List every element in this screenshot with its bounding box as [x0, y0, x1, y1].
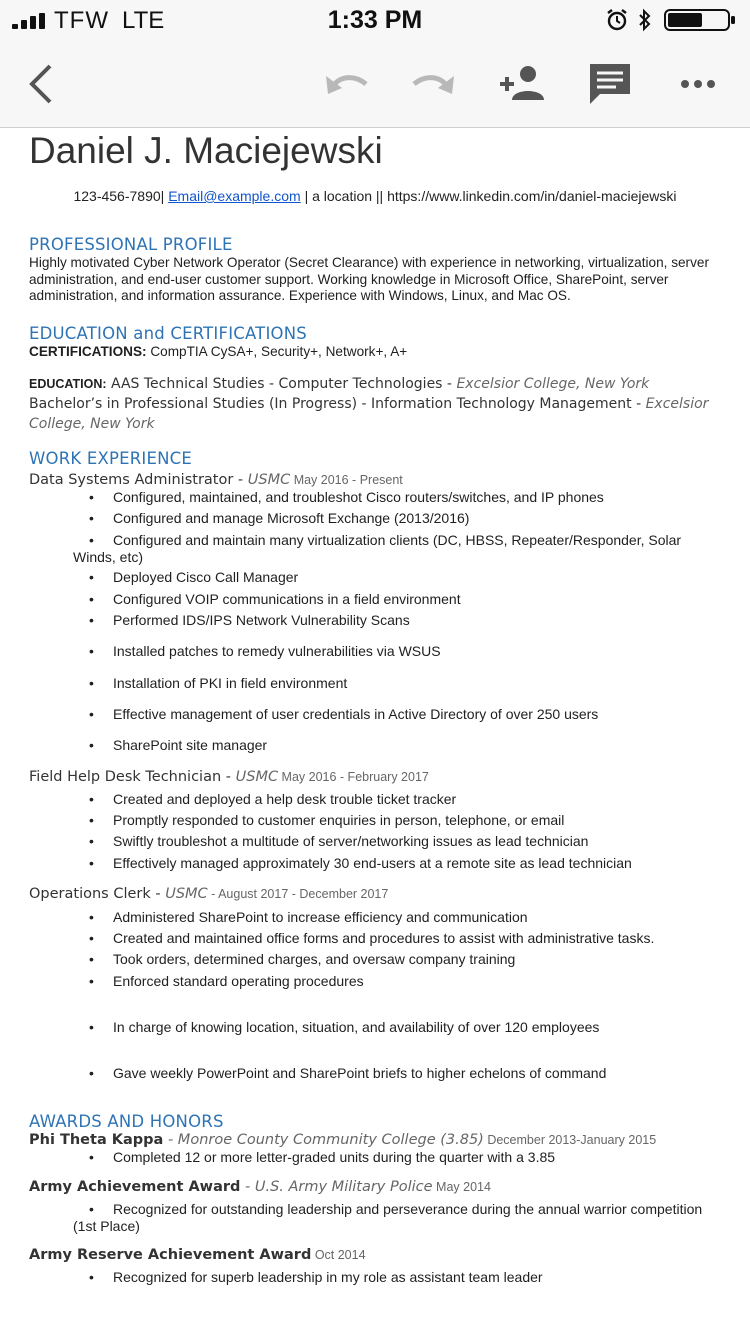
job-1-header: [29, 472, 403, 488]
job-3-dates: - August 2017 - December 2017: [207, 887, 389, 901]
certifications-value: CompTIA CySA+, Security+, Network+, A+: [146, 344, 408, 359]
list-item: • Promptly responded to customer enquiries in person, telephone, or email: [113, 812, 718, 829]
job-2-title: Field Help Desk Technician -: [29, 769, 236, 785]
contact-line: [0, 188, 750, 204]
list-item: • SharePoint site manager: [113, 737, 718, 754]
email-link[interactable]: Email@example.com: [168, 188, 301, 204]
school-2: Excelsior College, New York: [29, 396, 709, 432]
work-heading: WORK EXPERIENCE: [29, 449, 192, 468]
education-heading: EDUCATION and CERTIFICATIONS: [29, 324, 307, 343]
education-label: EDUCATION:: [29, 377, 107, 391]
list-item: • Recognized for superb leadership in my role as assistant team leader: [113, 1269, 718, 1286]
job-2-dates: May 2016 - February 2017: [278, 770, 429, 784]
list-item: • Installed patches to remedy vulnerabilities via WSUS: [113, 643, 718, 660]
list-item: • Performed IDS/IPS Network Vulnerability Scans: [113, 612, 718, 629]
award-1-title: Phi Theta Kappa: [29, 1132, 164, 1148]
list-item: • Deployed Cisco Call Manager: [113, 569, 718, 586]
award-2-org: - U.S. Army Military Police: [240, 1179, 433, 1195]
carrier-name: TFW: [54, 7, 109, 34]
battery-icon: [664, 8, 736, 32]
degree-1: AAS Technical Studies - Computer Technologies -: [106, 376, 457, 392]
list-item: • Gave weekly PowerPoint and SharePoint briefs to higher echelons of command: [113, 1065, 718, 1082]
alarm-icon: [606, 8, 628, 32]
list-item: • Configured and manage Microsoft Exchange (2013/2016): [113, 510, 718, 527]
phone-number: 123-456-7890|: [73, 188, 165, 204]
list-item: • Recognized for outstanding leadership and perseverance during the annual warrior competition (1st Place): [73, 1201, 718, 1234]
award-3-dates: Oct 2014: [311, 1248, 366, 1262]
award-3-header: [29, 1247, 366, 1263]
status-bar: [0, 0, 750, 40]
award-1-dates: December 2013-January 2015: [483, 1133, 657, 1147]
award-3-title: Army Reserve Achievement Award: [29, 1247, 312, 1263]
contact-rest: | a location || https://www.linkedin.com/in/daniel-maciejewski: [304, 188, 677, 204]
job-1-dates: May 2016 - Present: [290, 473, 403, 487]
job-3-header: [29, 886, 388, 902]
job-2-org: USMC: [235, 769, 279, 785]
list-item: • Configured, maintained, and troubleshot Cisco routers/switches, and IP phones: [113, 489, 718, 506]
award-1-header: [29, 1132, 656, 1148]
job-1-title: Data Systems Administrator -: [29, 472, 248, 488]
more-icon[interactable]: [680, 62, 716, 106]
certifications-line: [29, 344, 719, 361]
award-2-title: Army Achievement Award: [29, 1179, 241, 1195]
redo-icon[interactable]: [410, 62, 458, 106]
network-type: LTE: [122, 7, 165, 34]
degree-2: Bachelor’s in Professional Studies (In Progress) - Information Technology Management -: [29, 396, 646, 412]
list-item: • Created and deployed a help desk trouble ticket tracker: [113, 791, 718, 808]
list-item: • Administered SharePoint to increase efficiency and communication: [113, 909, 718, 926]
comment-icon[interactable]: [588, 62, 632, 106]
list-item: • Took orders, determined charges, and oversaw company training: [113, 951, 718, 968]
list-item: • Swiftly troubleshot a multitude of server/networking issues as lead technician: [113, 833, 718, 850]
doc-toolbar: [0, 40, 750, 128]
undo-icon[interactable]: [322, 62, 370, 106]
list-item: • Configured and maintain many virtualization clients (DC, HBSS, Repeater/Responder, Solar Winds, etc): [73, 532, 718, 565]
education-line: [29, 374, 729, 434]
resume-name: Daniel J. Maciejewski: [29, 130, 383, 171]
list-item: • Created and maintained office forms and procedures to assist with administrative tasks.: [113, 930, 718, 947]
awards-heading: AWARDS AND HONORS: [29, 1112, 224, 1131]
profile-text: Highly motivated Cyber Network Operator (Secret Clearance) with experience in networking, virtualization, server administration, and end-user customer support. Working knowledge in Microsoft Office, SharePoint, server administration, and information assurance. Experience with Windows, Linux, and Mac OS.: [29, 255, 709, 303]
list-item: • Completed 12 or more letter-graded units during the quarter with a 3.85: [113, 1149, 718, 1166]
job-3-title: Operations Clerk -: [29, 886, 166, 902]
school-1: Excelsior College, New York: [456, 376, 650, 392]
profile-heading: PROFESSIONAL PROFILE: [29, 235, 233, 254]
job-1-org: USMC: [247, 472, 291, 488]
status-icons: [606, 8, 736, 32]
certifications-label: CERTIFICATIONS:: [29, 344, 147, 359]
award-1-org: - Monroe County Community College (3.85): [163, 1132, 484, 1148]
list-item: • Enforced standard operating procedures: [113, 973, 718, 990]
list-item: • Effectively managed approximately 30 end-users at a remote site as lead technician: [113, 855, 718, 872]
list-item: • Configured VOIP communications in a field environment: [113, 591, 718, 608]
add-person-icon[interactable]: [498, 62, 548, 106]
chevron-left-icon[interactable]: [26, 62, 54, 106]
award-2-header: [29, 1179, 491, 1195]
award-2-dates: May 2014: [432, 1180, 491, 1194]
resume-document[interactable]: [0, 128, 750, 1334]
list-item: • Effective management of user credentials in Active Directory of over 250 users: [113, 706, 718, 723]
list-item: • In charge of knowing location, situation, and availability of over 120 employees: [113, 1019, 718, 1036]
job-3-org: USMC: [165, 886, 208, 902]
job-2-header: [29, 769, 429, 785]
status-time: 1:33 PM: [327, 6, 423, 34]
bluetooth-icon: [638, 8, 652, 32]
list-item: • Installation of PKI in field environment: [113, 675, 718, 692]
